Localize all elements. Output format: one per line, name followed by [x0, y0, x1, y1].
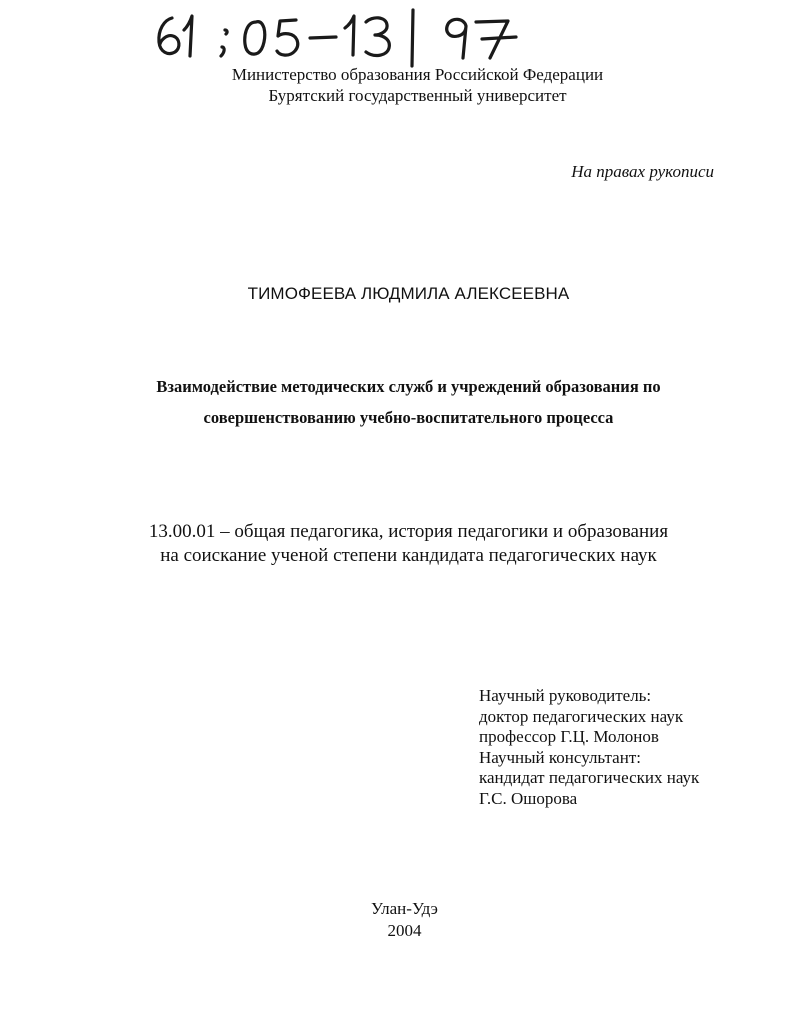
document-footer: [0, 898, 799, 942]
dissertation-title: [0, 371, 799, 433]
ministry-name: Министерство образования Российской Федерации: [231, 65, 604, 84]
document-header: [0, 64, 799, 106]
handwritten-code-drawing: [150, 0, 550, 70]
consultant-name: Г.С. Ошорова: [479, 788, 578, 808]
handwritten-code-text: [150, 0, 151, 1]
university-name: Бурятский государственный университет: [268, 86, 567, 105]
supervisor-name: профессор Г.Ц. Молонов: [479, 727, 659, 746]
supervisor-label: Научный руководитель:: [479, 686, 652, 705]
specialty-block: [0, 520, 799, 568]
title-line-2: совершенствованию учебно-воспитательного процесса: [203, 408, 614, 427]
consultant-degree: кандидат педагогических наук: [479, 768, 700, 787]
title-line-1: Взаимодействие методических служб и учреждений образования по: [156, 377, 661, 396]
manuscript-note: На правах рукописи: [571, 162, 714, 181]
author-name: ТИМОФЕЕВА ЛЮДМИЛА АЛЕКСЕЕВНА: [247, 284, 570, 303]
advisors-block: [479, 686, 699, 809]
specialty-code-line: 13.00.01 – общая педагогика, история педагогики и образования: [148, 521, 669, 542]
consultant-label: Научный консультант:: [479, 747, 641, 767]
degree-line: на соискание ученой степени кандидата педагогических наук: [160, 545, 657, 566]
supervisor-degree: доктор педагогических наук: [479, 706, 684, 726]
handwritten-archive-code: [150, 0, 550, 70]
year: 2004: [387, 921, 422, 940]
city: Улан-Удэ: [371, 899, 438, 918]
